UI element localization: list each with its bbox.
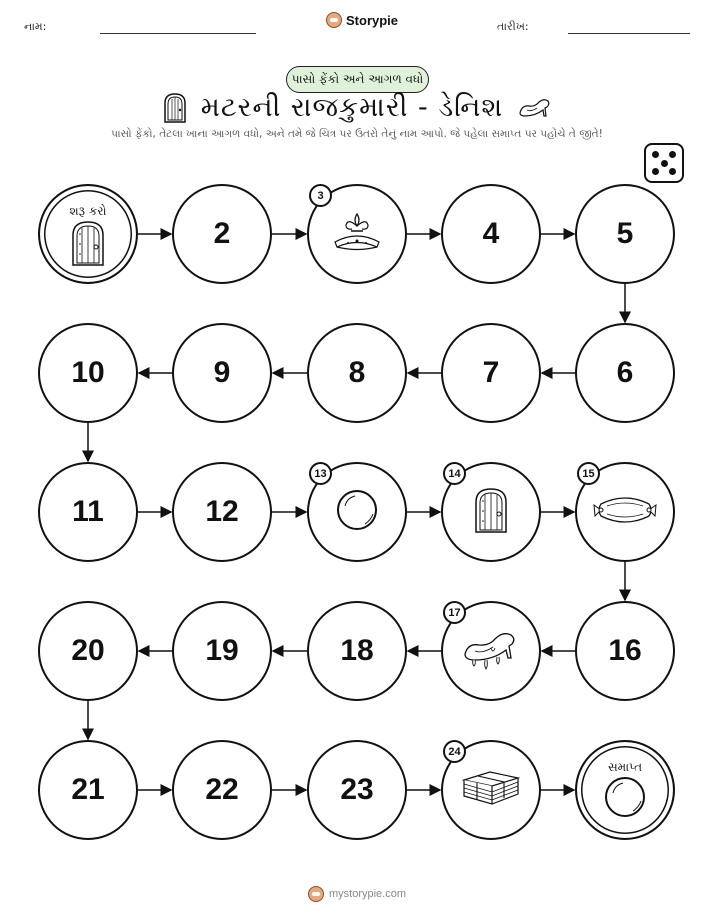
- space-number: 11: [72, 495, 104, 528]
- board-space-4[interactable]: [441, 184, 541, 284]
- space-number: 8: [348, 356, 366, 389]
- board-space-18[interactable]: [307, 601, 407, 701]
- board-space-13[interactable]: [307, 462, 407, 562]
- board-space-5[interactable]: [575, 184, 675, 284]
- crown-icon: [330, 212, 384, 256]
- board-space-17[interactable]: [441, 601, 541, 701]
- space-number: 22: [205, 773, 239, 806]
- pea-icon: [335, 488, 379, 536]
- space-number: 3: [309, 184, 332, 207]
- space-number: 16: [608, 634, 642, 667]
- start-label: શરૂ કરો: [69, 204, 107, 218]
- space-number: 24: [443, 740, 466, 763]
- space-number: 4: [482, 217, 500, 250]
- space-number: 6: [616, 356, 634, 389]
- board-space-23[interactable]: [307, 740, 407, 840]
- space-number: 7: [482, 356, 500, 389]
- storypie-mascot-icon: [308, 886, 324, 902]
- space-number: 2: [213, 217, 231, 250]
- footer-url[interactable]: mystorypie.com: [328, 888, 407, 900]
- game-type-badge: પાસો ફેંકો અને આગળ વધો: [286, 66, 429, 93]
- date-label: તારીખ:: [497, 20, 529, 33]
- space-number: 18: [340, 634, 374, 667]
- board-space-22[interactable]: [172, 740, 272, 840]
- board-space-19[interactable]: [172, 601, 272, 701]
- space-number: 13: [309, 462, 332, 485]
- board-space-3[interactable]: [307, 184, 407, 284]
- start-space[interactable]: [38, 184, 138, 284]
- door-icon: [473, 487, 509, 537]
- space-number: 15: [577, 462, 600, 485]
- board-space-21[interactable]: [38, 740, 138, 840]
- board-space-14[interactable]: [441, 462, 541, 562]
- board-space-2[interactable]: [172, 184, 272, 284]
- name-label: નામ:: [24, 20, 47, 33]
- space-number: 12: [205, 495, 239, 528]
- space-number: 20: [71, 634, 105, 667]
- board-space-15[interactable]: [575, 462, 675, 562]
- board-space-24[interactable]: [441, 740, 541, 840]
- board-space-9[interactable]: [172, 323, 272, 423]
- space-number: 10: [71, 356, 105, 389]
- footer: [0, 886, 714, 902]
- board-space-7[interactable]: [441, 323, 541, 423]
- door-icon: [70, 220, 106, 270]
- space-number: 9: [213, 356, 231, 389]
- board-space-8[interactable]: [307, 323, 407, 423]
- board-space-12[interactable]: [172, 462, 272, 562]
- finish-label: સમાપ્ત: [607, 760, 643, 774]
- space-number: 5: [616, 217, 634, 250]
- wet-slipper-icon: [461, 626, 521, 676]
- space-number: 14: [443, 462, 466, 485]
- pea-icon: [603, 775, 647, 823]
- board-space-16[interactable]: [575, 601, 675, 701]
- board-space-6[interactable]: [575, 323, 675, 423]
- instructions: પાસો ફેંકો, તેટલા ખાના આગળ વધો, અને તમે જે ચિત્ર પર ઉતરો તેનું નામ આપો. જે પહેલા સમાપ્ત પર પહોંચે તે જીતે!: [111, 128, 603, 140]
- board-space-20[interactable]: [38, 601, 138, 701]
- mattress-stack-icon: [460, 768, 522, 812]
- space-number: 19: [205, 634, 239, 667]
- board-space-11[interactable]: [38, 462, 138, 562]
- space-number: 17: [443, 601, 466, 624]
- page-title: મટરની રાજકુમારી - ડેનિશ: [200, 92, 504, 123]
- space-number: 23: [340, 773, 374, 806]
- brand-name: Storypie: [346, 12, 399, 28]
- board-space-10[interactable]: [38, 323, 138, 423]
- finish-space[interactable]: [575, 740, 675, 840]
- pillow-icon: [593, 492, 657, 532]
- space-number: 21: [71, 773, 105, 806]
